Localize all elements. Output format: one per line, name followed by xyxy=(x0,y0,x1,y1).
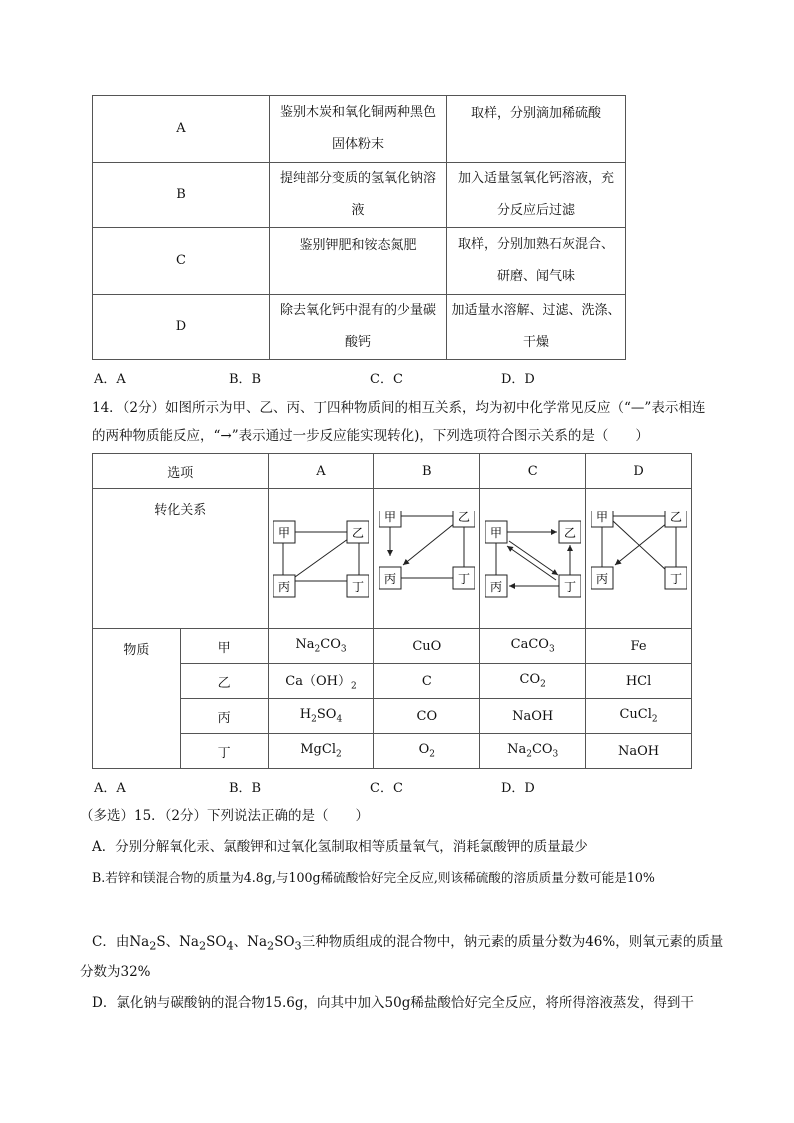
cell-a: $Na_2CO_3$ xyxy=(268,629,374,664)
q15-option-d[interactable]: D．氯化钠与碳酸钠的混合物15.6g，向其中加入50g稀盐酸恰好完全反应，将所得溶液蒸发，得到干 xyxy=(92,995,694,1011)
box-ding: 丁 xyxy=(351,579,364,594)
q15-stem: （多选）15．（2分）下列说法正确的是（ ） xyxy=(80,808,370,824)
cell-a: $H_2SO_4$ xyxy=(268,699,374,734)
q15-option-a[interactable]: A．分别分解氧化汞、氯酸钾和过氧化氢制取相等质量氧气，消耗氯酸钾的质量最少 xyxy=(92,839,588,855)
header-b: B xyxy=(374,454,480,489)
relation-label: 转化关系 xyxy=(93,489,269,629)
cell-d: HCl xyxy=(586,664,692,699)
q14-stem-line1: 14．（2分）如图所示为甲、乙、丙、丁四种物质间的相互关系，均为初中化学常见反应（“—”表示相连 xyxy=(92,400,706,416)
svg-text:丁: 丁 xyxy=(669,571,682,586)
box-bing: 丙 xyxy=(277,579,290,594)
option-cell: C xyxy=(93,228,270,295)
svg-text:乙: 乙 xyxy=(669,510,682,524)
svg-text:乙: 乙 xyxy=(457,510,470,524)
relation-diagram-b xyxy=(379,511,475,607)
purpose-cell: 鉴别钾肥和铵态氮肥 xyxy=(270,228,447,295)
cell-b: $O_2$ xyxy=(374,734,480,769)
q14-stem-line2: 的两种物质能反应，“→”表示通过一步反应能实现转化)，下列选项符合图示关系的是（ ） xyxy=(92,428,649,444)
answer-choice[interactable]: A．A xyxy=(94,372,126,387)
row-name: 乙 xyxy=(180,664,268,699)
method-cell: 取样，分别加熟石灰混合、 研磨、闻气味 xyxy=(447,228,626,295)
option-cell: B xyxy=(93,163,270,228)
svg-text:甲: 甲 xyxy=(383,510,396,524)
relation-diagram-d xyxy=(591,511,687,607)
cell-b: CO xyxy=(374,699,480,734)
row-name: 丙 xyxy=(180,699,268,734)
relation-row xyxy=(93,489,692,629)
table-row xyxy=(93,629,692,664)
table-row xyxy=(93,664,692,699)
row-name: 丁 xyxy=(180,734,268,769)
table-header-row xyxy=(93,454,692,489)
header-d: D xyxy=(586,454,692,489)
diagram-d-cell xyxy=(586,489,692,629)
answer-choice[interactable]: B．B xyxy=(229,781,262,796)
svg-text:丙: 丙 xyxy=(489,579,502,594)
method-cell: 取样，分别滴加稀硫酸 xyxy=(447,96,626,163)
relation-diagram-a xyxy=(273,511,369,607)
svg-text:甲: 甲 xyxy=(595,510,608,524)
option-cell: D xyxy=(93,295,270,360)
option-cell: A xyxy=(93,96,270,163)
table-row xyxy=(93,295,626,360)
answer-choice[interactable]: C．C xyxy=(370,781,403,796)
answer-choice[interactable]: A．A xyxy=(94,781,126,796)
cell-c: CaCO$_3$ xyxy=(480,629,586,664)
svg-text:乙: 乙 xyxy=(563,525,576,540)
header-option-label: 选项 xyxy=(93,454,269,489)
diagram-b-cell xyxy=(374,489,480,629)
purpose-cell: 提纯部分变质的氢氧化钠溶 液 xyxy=(270,163,447,228)
header-a: A xyxy=(268,454,374,489)
table-row xyxy=(93,228,626,295)
cell-d: CuCl$_2$ xyxy=(586,699,692,734)
box-yi: 乙 xyxy=(351,525,364,540)
cell-c: NaOH xyxy=(480,699,586,734)
table-row xyxy=(93,163,626,228)
q15-option-b[interactable]: B.若锌和镁混合物的质量为4.8g,与100g稀硫酸恰好完全反应,则该稀硫酸的溶质质量分数可能是10% xyxy=(92,870,655,885)
relation-diagram-c xyxy=(485,511,581,607)
q15-option-c-line2: 分数为32% xyxy=(80,964,151,980)
svg-text:丁: 丁 xyxy=(457,571,470,586)
purpose-cell: 除去氧化钙中混有的少量碳 酸钙 xyxy=(270,295,447,360)
answer-choice[interactable]: B．B xyxy=(229,372,262,387)
q15-option-c[interactable]: C．由$Na_2S$、$Na_2SO_4$、$Na_2SO_3$三种物质组成的混合物中，钠元素的质量分数为46%，则氧元素的质量 xyxy=(92,934,724,953)
row-name: 甲 xyxy=(180,629,268,664)
cell-c: $CO_2$ xyxy=(480,664,586,699)
answer-choice[interactable]: C．C xyxy=(370,372,403,387)
cell-b: CuO xyxy=(374,629,480,664)
diagram-c-cell xyxy=(480,489,586,629)
svg-text:丁: 丁 xyxy=(563,579,576,594)
table-row xyxy=(93,699,692,734)
box-jia: 甲 xyxy=(277,525,290,540)
method-cell: 加入适量氢氧化钙溶液，充 分反应后过滤 xyxy=(447,163,626,228)
diagram-a-cell xyxy=(268,489,374,629)
cell-a: MgCl$_2$ xyxy=(268,734,374,769)
cell-c: $Na_2CO_3$ xyxy=(480,734,586,769)
svg-text:丙: 丙 xyxy=(595,571,608,586)
q14-table xyxy=(92,453,692,769)
cell-b: C xyxy=(374,664,480,699)
purpose-cell: 鉴别木炭和氧化铜两种黑色 固体粉末 xyxy=(270,96,447,163)
answer-choice[interactable]: D．D xyxy=(501,781,535,796)
table-row xyxy=(93,96,626,163)
svg-text:丙: 丙 xyxy=(383,571,396,586)
answer-choice[interactable]: D．D xyxy=(501,372,535,387)
method-cell: 加适量水溶解、过滤、洗涤、 干燥 xyxy=(447,295,626,360)
substance-label: 物质 xyxy=(93,629,181,769)
q13-table xyxy=(92,95,626,360)
table-row xyxy=(93,734,692,769)
header-c: C xyxy=(480,454,586,489)
cell-d: NaOH xyxy=(586,734,692,769)
cell-a: $Ca(OH)_2$ xyxy=(268,664,374,699)
svg-text:甲: 甲 xyxy=(489,525,502,540)
cell-d: Fe xyxy=(586,629,692,664)
